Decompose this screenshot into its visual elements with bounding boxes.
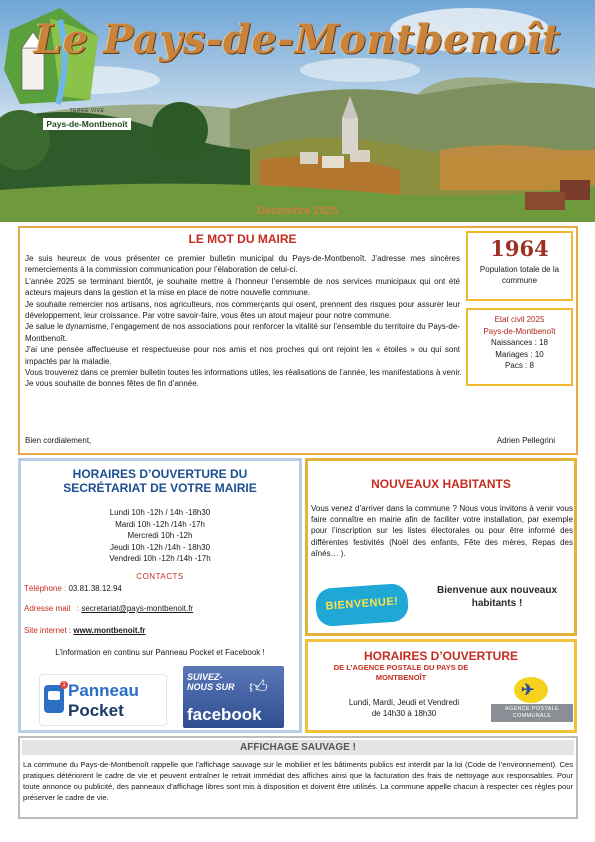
pacs-count: Pacs : 8 xyxy=(505,361,534,370)
population-box xyxy=(466,231,573,301)
town-hall-hours-section xyxy=(18,458,302,733)
population-label: Population totale de la commune xyxy=(479,265,560,285)
facebook-follow-logo[interactable] xyxy=(183,666,284,728)
la-poste-logo xyxy=(491,677,573,725)
email-label: Adresse mail : xyxy=(24,604,82,613)
website-contact xyxy=(24,626,146,635)
new-residents-welcome: Bienvenue aux nouveaux habitants ! xyxy=(436,585,558,609)
town-hall-hours-title xyxy=(21,467,299,495)
facebook-wordmark: facebook xyxy=(187,705,262,724)
logo-commune-name: Pays-de-Montbenoît xyxy=(43,118,130,130)
hours-line: Vendredi 10h -12h /14h -17h xyxy=(109,554,211,564)
mayor-paragraph: Je vous souhaite de bonnes fêtes de fin d’année. xyxy=(25,379,199,389)
mayor-paragraph: Je salue le dynamisme, l’engagement de nos associations pour renforcer la vitalité sur l’ensemble du territoire du Pays-de-Montbenoît. xyxy=(25,322,460,343)
email-link[interactable]: secretariat@pays-montbenoit.fr xyxy=(81,604,194,613)
illegal-posting-section xyxy=(18,736,578,819)
welcome-illustration-text: BIENVENUE! xyxy=(325,595,399,613)
thumbs-up-icon: 👍︎ xyxy=(249,677,268,697)
logo-tagline: TERRE VIVE xyxy=(69,108,105,114)
post-office-subtitle: DE L’AGENCE POSTALE DU PAYS DE MONTBENOÎT xyxy=(333,663,469,682)
mayor-paragraph: Vous trouverez dans ce premier bulletin toutes les informations utiles, les réalisations de l’année, les manifestations à venir. xyxy=(25,368,462,378)
hours-line: Jeudi 10h -12h /14h - 18h30 xyxy=(109,542,211,552)
civil-status-title: Etat civil 2025 xyxy=(494,315,545,324)
facebook-follow-text: SUIVEZ-NOUS SUR xyxy=(187,672,235,692)
panneau-pocket-word2: Pocket xyxy=(68,701,124,720)
mayor-closing: Bien cordialement, xyxy=(25,436,92,445)
population-number: 1964 xyxy=(490,236,549,261)
illegal-posting-body: La commune du Pays-de-Montbenoît rappelle que l’affichage sauvage sur le mobilier et les bâtiments publics est interdit par la loi (Code de l’environnement). Ces pratiques détériorent le cadre de vie et peuvent entraîner le retrait immédiat des affiches ainsi que la facturation des frais de nettoyage aux responsables. Pour toute annonce ou publicité, des panneaux d’affichage libres sont mis à disposition et doivent être utilisés. La commune appelle chacun à respecter ces règles pour préserver le cadre de vie. xyxy=(23,760,573,802)
hours-line: Mercredi 10h -12h xyxy=(127,531,193,541)
hours-line: Lundi 10h -12h / 14h -18h30 xyxy=(109,508,211,517)
phone-app-icon xyxy=(44,685,64,713)
email-contact xyxy=(24,604,193,613)
phone-number: 03.81.38.12.94 xyxy=(68,584,122,593)
marriages-count: Mariages : 10 xyxy=(495,349,544,359)
births-count: Naissances : 18 xyxy=(491,338,548,347)
town-hall-hours-title-line: SECRÉTARIAT DE VOTRE MAIRIE xyxy=(63,481,257,495)
header-banner xyxy=(0,0,595,222)
phone-contact xyxy=(24,584,122,593)
logo-caption xyxy=(35,108,139,132)
website-label: Site internet : xyxy=(24,626,74,635)
town-hall-hours-title-line: HORAIRES D’OUVERTURE DU xyxy=(72,467,248,481)
phone-label: Téléphone : xyxy=(24,584,69,593)
notification-badge: 1 xyxy=(60,681,68,689)
welcome-illustration xyxy=(312,580,412,632)
page-title: Le Pays-de-Montbenoît xyxy=(34,16,561,63)
mayor-paragraph: L’année 2025 se terminant bientôt, je souhaite mettre à l’honneur l’ensemble de nos services municipaux qui ont été acteurs majeurs dans la gestion et la mise en place de notre nouvelle commune. xyxy=(25,276,460,298)
new-residents-body: Vous venez d’arriver dans la commune ? Nous vous invitons à venir vous faire connaître en mairie afin de faciliter votre installation, par exemple pour l’inscription sur les listes électorales ou pour être informé des différentes festivités (Noël des enfants, Fête des mères, Repas des aînés… ). xyxy=(311,504,573,558)
post-office-times: de 14h30 à 18h30 xyxy=(371,709,437,718)
hours-line: Mardi 10h -12h /14h -17h xyxy=(115,519,205,529)
illegal-posting-title: AFFICHAGE SAUVAGE ! xyxy=(22,740,574,755)
mayor-message-title: LE MOT DU MAIRE xyxy=(188,232,297,246)
social-info-text: L’information en continu sur Panneau Pocket et Facebook ! xyxy=(55,648,265,657)
post-office-hours-title: HORAIRES D’OUVERTURE xyxy=(363,649,518,663)
post-office-days: Lundi, Mardi, Jeudi et Vendredi xyxy=(348,698,460,707)
civil-status-place: Pays-de-Montbenoît xyxy=(483,326,556,336)
la-poste-bird-icon: ✈︎ xyxy=(521,682,535,699)
panneau-pocket-logo[interactable] xyxy=(39,674,167,726)
mayor-paragraph: Je suis heureux de vous présenter ce premier bulletin municipal du Pays-de-Montbenoît. J’adresse mes sincères remerciements à la commission communication pour l’élaboration de celui-ci. xyxy=(25,254,460,275)
la-poste-band-text: AGENCE POSTALE COMMUNALE xyxy=(491,704,573,722)
mayor-signature-line xyxy=(25,436,555,445)
contacts-title: CONTACTS xyxy=(136,572,184,581)
panneau-pocket-word1: Panneau xyxy=(68,681,139,700)
town-hall-hours-list xyxy=(21,507,299,565)
post-office-hours-section xyxy=(305,639,577,733)
new-residents-section xyxy=(305,458,577,636)
mayor-paragraph: J’ai une pensée affectueuse et respectueuse pour nos amis et nos proches qui ont rejoint les « étoiles » ou qui sont impactés par la maladie. xyxy=(25,345,460,366)
mayor-signature: Adrien Pellegrini xyxy=(496,436,555,445)
mayor-paragraph: Je souhaite remercier nos artisans, nos agriculteurs, nos commerçants qui osent, prennent des risques pour assurer leur développement, leur croissance. Par votre savoir-faire, vous êtes un atout majeur pour notre commune. xyxy=(25,299,460,321)
issue-date: Décembre 2025 xyxy=(257,205,338,217)
new-residents-title: NOUVEAUX HABITANTS xyxy=(371,477,511,491)
post-office-hours xyxy=(324,697,484,719)
website-link[interactable]: www.montbenoit.fr xyxy=(73,626,146,635)
civil-status-box xyxy=(466,308,573,386)
